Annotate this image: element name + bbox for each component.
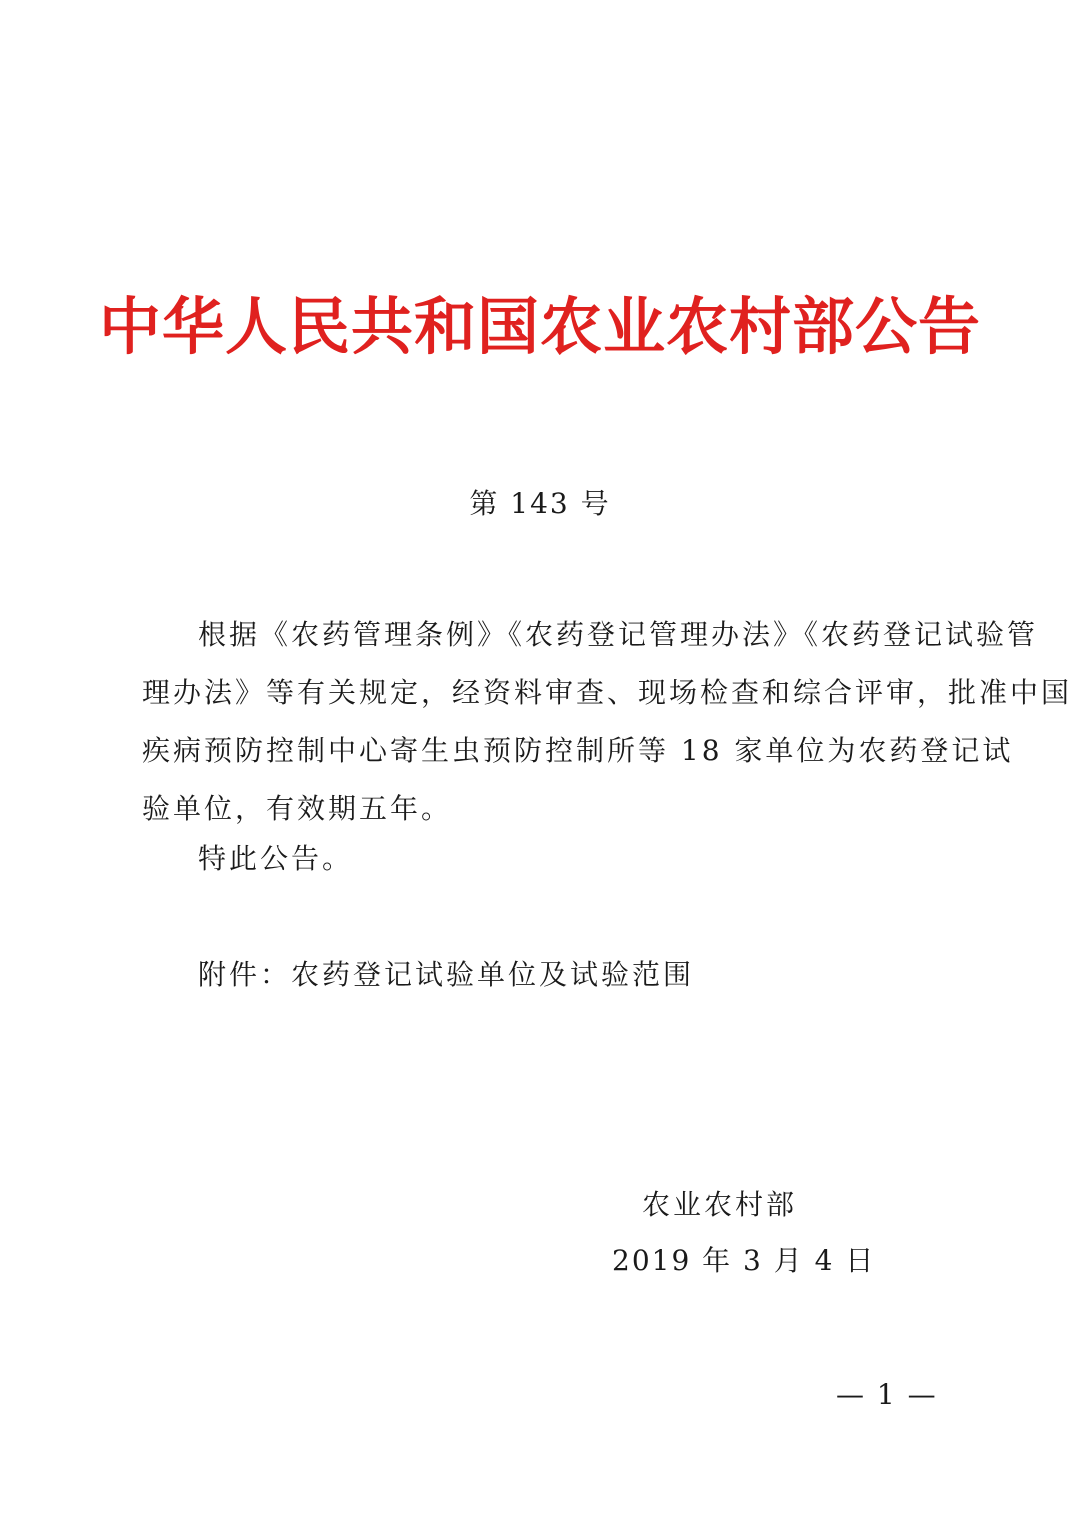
body-line: 根据《农药管理条例》《农药登记管理办法》《农药登记试验管 [198, 618, 1039, 651]
page-number: — 1 — [836, 1378, 938, 1411]
body-line: 验单位，有效期五年。 [142, 792, 453, 825]
issue-date: 2019 年 3 月 4 日 [612, 1244, 876, 1277]
announcement-title: 中华人民共和国农业农村部公告 [98, 290, 981, 363]
issuing-authority: 农业农村部 [642, 1188, 798, 1221]
body-line: 疾病预防控制中心寄生虫预防控制所等 18 家单位为农药登记试 [142, 734, 1014, 767]
document-number: 第 143 号 [469, 487, 611, 520]
attachment-note: 附件：农药登记试验单位及试验范围 [198, 958, 695, 991]
body-paragraph [142, 606, 1073, 838]
closing-statement: 特此公告。 [198, 842, 354, 875]
body-line: 理办法》等有关规定，经资料审查、现场检查和综合评审，批准中国 [142, 676, 1073, 709]
